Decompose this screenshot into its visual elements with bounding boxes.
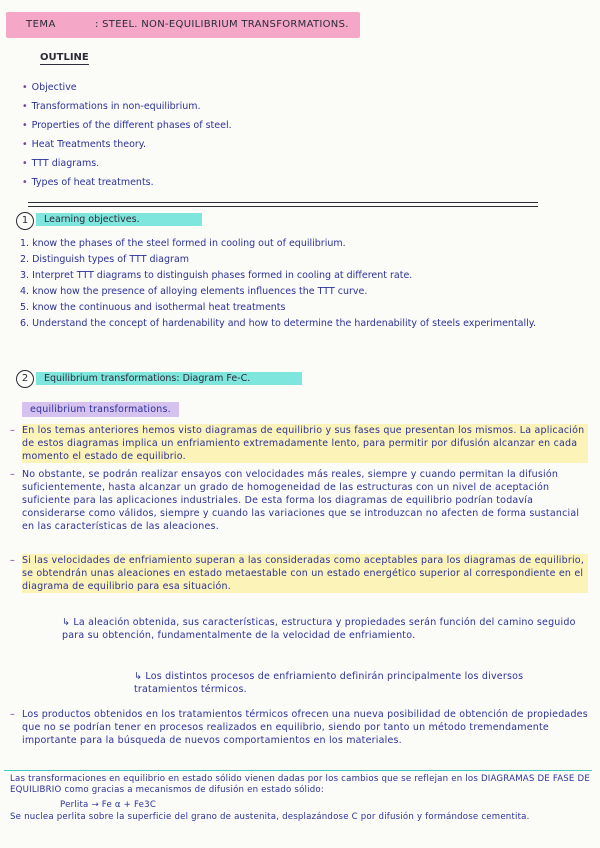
bottom-note-formula: Perlita → Fe α + Fe3C	[60, 800, 157, 810]
bottom-note-line1: Las transformaciones en equilibrio en estado sólido vienen dadas por los cambios que se reflejan en los DIAGRAMAS DE FASE DE EQUILIBRIO como gracias a mecanismos de difusión en estado sólido:	[10, 774, 590, 795]
page-title: : STEEL. NON-EQUILIBRIUM TRANSFORMATIONS.	[95, 19, 349, 30]
objective-item: 1. know the phases of the steel formed in cooling out of equilibrium.	[20, 238, 346, 249]
section-title: Equilibrium transformations: Diagram Fe-C.	[36, 372, 302, 385]
paragraph-text: – Los productos obtenidos en los tratamientos térmicos ofrecen una nueva posibilidad de obtención de propiedades que no se podrían tener en procesos realizados en equilibrio, siendo por tanto un método tremendamente importante para la búsqueda de nuevos comportamientos en los materiales.	[22, 709, 588, 746]
objective-item: 6. Understand the concept of hardenability and how to determine the hardenability of steels experimentally.	[20, 318, 537, 329]
bottom-note-line2: Se nuclea perlita sobre la superficie del grano de austenita, desplazándose C por difusión y formándose cementita.	[10, 812, 530, 822]
paragraph	[22, 554, 588, 593]
objective-item: 3. Interpret TTT diagrams to distinguish phases formed in cooling at different rate.	[20, 270, 413, 281]
section-title: Learning objectives.	[36, 213, 202, 226]
paragraph	[22, 424, 588, 463]
outline-item: • Transformations in non-equilibrium.	[22, 97, 232, 116]
objectives-list	[20, 236, 580, 332]
outline-item: • Objective	[22, 78, 232, 97]
outline-heading: OUTLINE	[40, 52, 89, 63]
outline-item: • Types of heat treatments.	[22, 173, 232, 192]
objective-item: 5. know the continuous and isothermal heat treatments	[20, 302, 286, 313]
arrow-note-text: La aleación obtenida, sus características, estructura y propiedades serán función del camino seguido para su obtención, fundamentalmente de la velocidad de enfriamiento.	[62, 617, 576, 641]
outline-list	[22, 78, 232, 192]
outline-item: • Properties of the different phases of steel.	[22, 116, 232, 135]
paragraph-text: – No obstante, se podrán realizar ensayos con velocidades más reales, siempre y cuando permitan la difusión suficientemente, hasta alcanzar un grado de homogeneidad de las estructuras con un nivel de aceptación suficiente para las aplicaciones industriales. De esta forma los diagramas de equilibrio podrían todavía considerarse como válidos, siempre y cuando las variaciones que se introduzcan no afecten de forma sustancial en las características de las aleaciones.	[22, 469, 580, 532]
divider	[28, 206, 538, 207]
paragraph	[22, 708, 588, 747]
arrow-note-text: Los distintos procesos de enfriamiento definirán principalmente los diversos tratamientos térmicos.	[134, 671, 524, 695]
arrow-icon: ↳	[134, 671, 146, 682]
objective-item: 4. know how the presence of alloying elements influences the TTT curve.	[20, 286, 368, 297]
outline-item: • Heat Treatments theory.	[22, 135, 232, 154]
section-number: 1	[16, 212, 34, 230]
outline-item: • TTT diagrams.	[22, 154, 232, 173]
paragraph-text: – Si las velocidades de enfriamiento superan a las consideradas como aceptables para los diagramas de equilibrio, se obtendrán unas aleaciones en estado metaestable con un estado energético superior al correspondiente en el diagrama de equilibrio para esa situación.	[22, 554, 588, 593]
objective-item: 2. Distinguish types of TTT diagram	[20, 254, 190, 265]
arrow-note	[134, 670, 586, 696]
subsection-title: equilibrium transformations.	[22, 402, 179, 417]
arrow-note	[62, 616, 586, 642]
section-number: 2	[16, 370, 34, 388]
paragraph-text: – En los temas anteriores hemos visto diagramas de equilibrio y sus fases que presentan los mismos. La aplicación de estos diagramas implica un enfriamiento extremadamente lento, para permitir por difusión alcanzar en cada momento el estado de equilibrio.	[22, 424, 588, 463]
paragraph	[22, 468, 588, 533]
arrow-icon: ↳	[62, 617, 74, 628]
divider	[28, 202, 538, 203]
topic-label: TEMA	[26, 19, 56, 30]
